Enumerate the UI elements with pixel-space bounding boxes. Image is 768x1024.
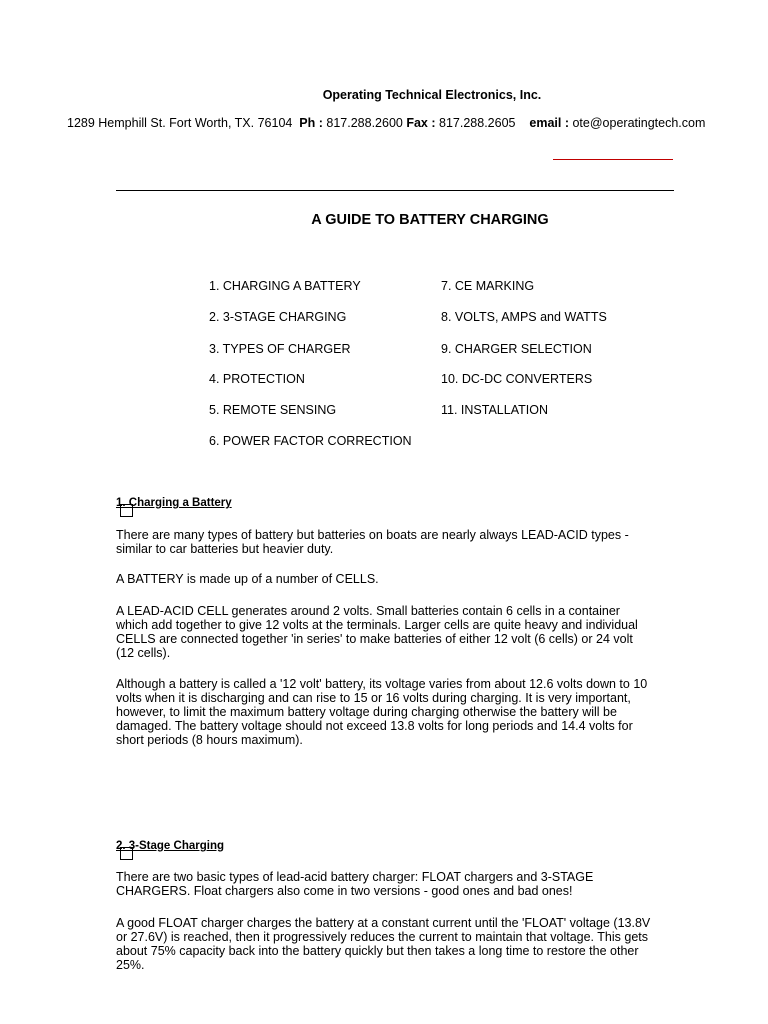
checkbox-icon (120, 504, 133, 517)
section-1-heading-text: 1. Charging a Battery (116, 497, 232, 509)
address: 1289 Hemphill St. Fort Worth, TX. 76104 (67, 116, 293, 130)
header-divider (116, 190, 674, 191)
phone-label: Ph : (299, 116, 323, 130)
section-2-heading-text: 2. 3-Stage Charging (116, 840, 224, 852)
email-value[interactable]: ote@operatingtech.com (572, 116, 706, 130)
section-1-paragraph-3: A LEAD-ACID CELL generates around 2 volts. Small batteries contain 6 cells in a container which add together to give 12 volts at the terminals. Larger cells are quite heavy and individual CELLS are connected together 'in series' to make batteries of either 12 volt (6 cells) or 24 volt (12 cells). (116, 604, 638, 660)
section-2-paragraph-2: A good FLOAT charger charges the battery at a constant current until the 'FLOAT' voltage (13.8V or 27.6V) is reached, then it progressively reduces the current to maintain that voltage. This gets about 75% capacity back into the battery quickly but then takes a long time to restore the other 25%. (116, 916, 651, 972)
section-2-heading (116, 840, 224, 858)
toc-item-1: 1. CHARGING A BATTERY (209, 279, 361, 293)
toc-item-6: 6. POWER FACTOR CORRECTION (209, 434, 412, 448)
toc-item-9: 9. CHARGER SELECTION (441, 342, 592, 356)
toc-item-3: 3. TYPES OF CHARGER (209, 342, 351, 356)
toc-item-11: 11. INSTALLATION (441, 403, 548, 417)
section-1-heading (116, 497, 232, 515)
checkbox-icon (120, 847, 133, 860)
red-underline (553, 159, 673, 160)
section-1-paragraph-4: Although a battery is called a '12 volt' battery, its voltage varies from about 12.6 volts down to 10 volts when it is discharging and can rise to 15 or 16 volts during charging. It is very important, however, to limit the maximum battery voltage during charging otherwise the battery will be damaged. The battery voltage should not exceed 13.8 volts for long periods and 14.4 volts for short periods (8 hours maximum). (116, 677, 648, 747)
phone-value: 817.288.2600 (326, 116, 403, 130)
toc-item-8: 8. VOLTS, AMPS and WATTS (441, 310, 607, 324)
fax-label: Fax : (406, 116, 436, 130)
contact-line (67, 116, 705, 130)
toc-item-4: 4. PROTECTION (209, 372, 305, 386)
fax-value: 817.288.2605 (439, 116, 516, 130)
email-label: email : (529, 116, 569, 130)
company-name: Operating Technical Electronics, Inc. (322, 88, 542, 102)
toc-item-5: 5. REMOTE SENSING (209, 403, 337, 417)
toc-item-2: 2. 3-STAGE CHARGING (209, 310, 347, 324)
document-title: A GUIDE TO BATTERY CHARGING (311, 212, 549, 228)
section-1-paragraph-2: A BATTERY is made up of a number of CELLS. (116, 572, 379, 586)
toc-item-10: 10. DC-DC CONVERTERS (441, 372, 593, 386)
section-2-paragraph-1: There are two basic types of lead-acid battery charger: FLOAT chargers and 3-STAGE CHARGERS. Float chargers also come in two versions - good ones and bad ones! (116, 870, 594, 898)
toc-item-7: 7. CE MARKING (441, 279, 535, 293)
section-1-paragraph-1: There are many types of battery but batteries on boats are nearly always LEAD-ACID types - similar to car batteries but heavier duty. (116, 528, 629, 556)
